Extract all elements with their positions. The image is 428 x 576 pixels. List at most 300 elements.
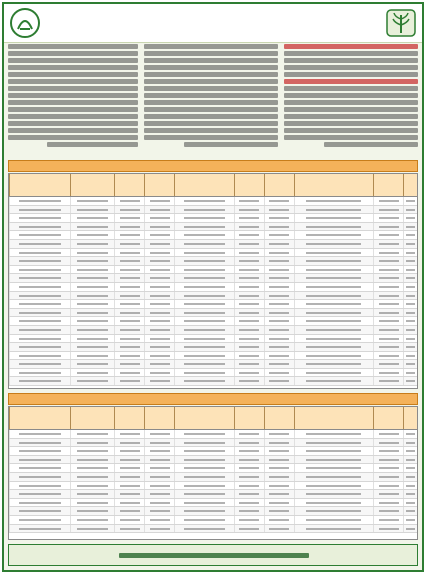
table-cell: [9, 464, 70, 472]
table-cell: [9, 473, 70, 481]
table-cell: [264, 507, 294, 515]
table-row: [9, 335, 417, 344]
table-cell: [114, 482, 144, 490]
table-cell: [234, 206, 264, 214]
table-cell: [144, 326, 174, 334]
table-cell: [174, 507, 234, 515]
table-cell: [114, 300, 144, 308]
table-cell: [264, 456, 294, 464]
table-cell: [234, 292, 264, 300]
table-cell: [294, 292, 374, 300]
table-cell: [294, 490, 374, 498]
table-row: [9, 464, 417, 473]
table-cell: [114, 507, 144, 515]
table-cell: [114, 257, 144, 265]
table-row: [9, 214, 417, 223]
table-cell: [70, 257, 115, 265]
table-cell: [373, 309, 403, 317]
table-cell: [114, 490, 144, 498]
table-cell: [174, 377, 234, 385]
table-cell: [264, 309, 294, 317]
table-cell: [9, 352, 70, 360]
table-cell: [234, 464, 264, 472]
table-cell: [373, 377, 403, 385]
table-cell: [70, 525, 115, 533]
table-cell: [264, 516, 294, 524]
section-title-non-residential: [8, 393, 418, 405]
table-cell: [144, 283, 174, 291]
table-row: [9, 223, 417, 232]
table-cell: [234, 223, 264, 231]
table-cell: [264, 447, 294, 455]
table-cell: [70, 473, 115, 481]
table-cell: [9, 499, 70, 507]
table-cell: [174, 292, 234, 300]
table-cell: [114, 240, 144, 248]
table-row: [9, 447, 417, 456]
table-cell: [9, 456, 70, 464]
table-cell: [9, 231, 70, 239]
table-cell: [403, 214, 417, 222]
table-cell: [144, 274, 174, 282]
table-cell: [373, 335, 403, 343]
table-cell: [174, 266, 234, 274]
table-cell: [174, 309, 234, 317]
table-cell: [403, 352, 417, 360]
table-cell: [403, 309, 417, 317]
table-cell: [114, 223, 144, 231]
table-cell: [294, 309, 374, 317]
table-row: [9, 482, 417, 491]
table-cell: [264, 482, 294, 490]
table-cell: [144, 223, 174, 231]
intro-text-middle-column: [144, 44, 278, 156]
table-cell: [264, 197, 294, 205]
table-cell: [373, 283, 403, 291]
table-cell: [9, 447, 70, 455]
table-cell: [373, 369, 403, 377]
table-cell: [70, 214, 115, 222]
table-cell: [264, 439, 294, 447]
table-cell: [234, 309, 264, 317]
table-cell: [70, 507, 115, 515]
section-title-residential-commercial: [8, 160, 418, 172]
table-cell: [144, 456, 174, 464]
table-cell: [403, 464, 417, 472]
table-cell: [403, 257, 417, 265]
table-cell: [403, 507, 417, 515]
table-cell: [234, 214, 264, 222]
table-cell: [264, 249, 294, 257]
table-cell: [9, 326, 70, 334]
table-cell: [144, 482, 174, 490]
table-cell: [264, 300, 294, 308]
table-cell: [403, 249, 417, 257]
table-cell: [9, 377, 70, 385]
table-cell: [373, 231, 403, 239]
table-cell: [9, 343, 70, 351]
table-cell: [174, 326, 234, 334]
table-cell: [144, 369, 174, 377]
table-cell: [144, 447, 174, 455]
table-cell: [294, 369, 374, 377]
table-cell: [114, 369, 144, 377]
table-row: [9, 352, 417, 361]
table-row: [9, 317, 417, 326]
table-cell: [70, 240, 115, 248]
table-cell: [234, 240, 264, 248]
table-cell: [70, 516, 115, 524]
table-cell: [264, 317, 294, 325]
table-cell: [70, 223, 115, 231]
table-cell: [403, 456, 417, 464]
table-row: [9, 197, 417, 206]
table-cell: [70, 360, 115, 368]
table-cell: [70, 482, 115, 490]
table-cell: [114, 464, 144, 472]
table-cell: [9, 274, 70, 282]
table-cell: [9, 360, 70, 368]
table-cell: [294, 343, 374, 351]
table-cell: [294, 482, 374, 490]
table-cell: [234, 257, 264, 265]
table-cell: [234, 507, 264, 515]
table-cell: [403, 516, 417, 524]
table-cell: [373, 499, 403, 507]
table-cell: [70, 464, 115, 472]
table-cell: [264, 369, 294, 377]
table-cell: [234, 516, 264, 524]
table-row: [9, 499, 417, 508]
table-cell: [264, 214, 294, 222]
table-cell: [174, 490, 234, 498]
table-cell: [234, 343, 264, 351]
table-cell: [144, 499, 174, 507]
table-cell: [144, 214, 174, 222]
wheat-leaf-emblem-icon: [384, 7, 418, 39]
table-cell: [264, 360, 294, 368]
table-cell: [403, 326, 417, 334]
table-cell: [70, 352, 115, 360]
table-cell: [373, 490, 403, 498]
table-cell: [234, 525, 264, 533]
table-cell: [114, 439, 144, 447]
table-cell: [9, 482, 70, 490]
table-cell: [70, 283, 115, 291]
table-cell: [9, 507, 70, 515]
table-cell: [144, 352, 174, 360]
table-cell: [373, 266, 403, 274]
table-cell: [373, 223, 403, 231]
table-row: [9, 369, 417, 378]
table-cell: [174, 197, 234, 205]
table-cell: [70, 499, 115, 507]
table-cell: [9, 525, 70, 533]
table-cell: [114, 525, 144, 533]
table-cell: [294, 266, 374, 274]
table-cell: [234, 490, 264, 498]
table-cell: [264, 231, 294, 239]
table-cell: [9, 249, 70, 257]
table-row: [9, 326, 417, 335]
table-cell: [174, 240, 234, 248]
table-cell: [70, 231, 115, 239]
table-cell: [9, 292, 70, 300]
table-cell: [294, 214, 374, 222]
table-cell: [114, 360, 144, 368]
table-cell: [9, 369, 70, 377]
table-cell: [294, 197, 374, 205]
table-cell: [234, 499, 264, 507]
table-cell: [174, 343, 234, 351]
table-cell: [403, 473, 417, 481]
table-row: [9, 300, 417, 309]
table-cell: [174, 300, 234, 308]
table-cell: [264, 464, 294, 472]
notice-footer: [8, 544, 418, 566]
table-cell: [144, 360, 174, 368]
table-cell: [70, 274, 115, 282]
table-cell: [234, 197, 264, 205]
table-cell: [70, 197, 115, 205]
table-cell: [144, 473, 174, 481]
table-cell: [174, 456, 234, 464]
table-cell: [144, 439, 174, 447]
table-cell: [114, 343, 144, 351]
table-cell: [294, 249, 374, 257]
table-header: [9, 407, 417, 430]
table-cell: [294, 206, 374, 214]
table-cell: [373, 507, 403, 515]
table-cell: [174, 214, 234, 222]
table-cell: [174, 257, 234, 265]
table-cell: [373, 343, 403, 351]
table-cell: [144, 516, 174, 524]
table-cell: [114, 197, 144, 205]
table-cell: [403, 335, 417, 343]
table-cell: [373, 352, 403, 360]
table-cell: [234, 439, 264, 447]
table-cell: [373, 240, 403, 248]
table-cell: [9, 266, 70, 274]
table-cell: [144, 231, 174, 239]
table-cell: [144, 292, 174, 300]
table-cell: [264, 499, 294, 507]
table-cell: [114, 249, 144, 257]
table-cell: [294, 456, 374, 464]
table-cell: [9, 214, 70, 222]
table-cell: [403, 317, 417, 325]
table-cell: [234, 352, 264, 360]
table-cell: [9, 430, 70, 438]
table-cell: [9, 317, 70, 325]
table-header: [9, 174, 417, 197]
table-cell: [114, 352, 144, 360]
table-cell: [373, 360, 403, 368]
table-cell: [373, 525, 403, 533]
table-row: [9, 343, 417, 352]
table-cell: [403, 223, 417, 231]
table-cell: [264, 292, 294, 300]
table-row: [9, 473, 417, 482]
table-cell: [234, 317, 264, 325]
intro-text-right-column: [284, 44, 418, 156]
table-cell: [294, 231, 374, 239]
table-cell: [70, 249, 115, 257]
table-cell: [264, 326, 294, 334]
table-cell: [234, 377, 264, 385]
table-row: [9, 292, 417, 301]
table-cell: [373, 516, 403, 524]
table-row: [9, 377, 417, 386]
table-cell: [174, 223, 234, 231]
table-cell: [114, 231, 144, 239]
table-row: [9, 231, 417, 240]
table-cell: [403, 447, 417, 455]
table-cell: [70, 343, 115, 351]
table-cell: [234, 369, 264, 377]
table-cell: [373, 249, 403, 257]
table-cell: [264, 377, 294, 385]
table-cell: [234, 482, 264, 490]
table-cell: [144, 377, 174, 385]
table-cell: [174, 525, 234, 533]
table-row: [9, 283, 417, 292]
table-cell: [144, 240, 174, 248]
table-row: [9, 249, 417, 258]
table-cell: [114, 335, 144, 343]
table-cell: [403, 274, 417, 282]
table-cell: [144, 206, 174, 214]
table-cell: [234, 430, 264, 438]
table-cell: [294, 317, 374, 325]
table-cell: [234, 266, 264, 274]
table-cell: [114, 430, 144, 438]
table-cell: [403, 240, 417, 248]
table-cell: [373, 274, 403, 282]
table-cell: [70, 335, 115, 343]
organization-emblem-icon: [8, 7, 42, 39]
table-cell: [9, 516, 70, 524]
table-cell: [264, 274, 294, 282]
table-cell: [144, 335, 174, 343]
table-cell: [373, 206, 403, 214]
table-cell: [373, 430, 403, 438]
table-cell: [403, 482, 417, 490]
table-cell: [9, 197, 70, 205]
table-cell: [144, 507, 174, 515]
table-cell: [114, 499, 144, 507]
table-cell: [174, 499, 234, 507]
table-cell: [264, 473, 294, 481]
table-cell: [144, 317, 174, 325]
table-cell: [234, 447, 264, 455]
table-cell: [144, 464, 174, 472]
table-row: [9, 516, 417, 525]
table-cell: [144, 343, 174, 351]
table-cell: [234, 360, 264, 368]
table-cell: [294, 240, 374, 248]
table-cell: [403, 369, 417, 377]
table-cell: [264, 223, 294, 231]
table-row: [9, 274, 417, 283]
table-cell: [9, 206, 70, 214]
table-cell: [294, 360, 374, 368]
table-cell: [114, 377, 144, 385]
table-cell: [403, 360, 417, 368]
table-cell: [174, 482, 234, 490]
table-row: [9, 439, 417, 448]
table-cell: [70, 300, 115, 308]
table-cell: [174, 206, 234, 214]
table-cell: [264, 352, 294, 360]
table-cell: [234, 231, 264, 239]
table-cell: [174, 464, 234, 472]
table-cell: [234, 300, 264, 308]
table-cell: [264, 335, 294, 343]
table-cell: [264, 257, 294, 265]
table-cell: [294, 430, 374, 438]
table-cell: [234, 326, 264, 334]
table-body: [9, 430, 417, 533]
table-cell: [373, 197, 403, 205]
table-row: [9, 360, 417, 369]
table-row: [9, 507, 417, 516]
table-cell: [70, 377, 115, 385]
table-cell: [144, 309, 174, 317]
table-cell: [70, 456, 115, 464]
table-cell: [70, 369, 115, 377]
table-cell: [9, 223, 70, 231]
table-cell: [373, 317, 403, 325]
table-cell: [403, 439, 417, 447]
table-cell: [174, 430, 234, 438]
table-cell: [264, 266, 294, 274]
table-cell: [294, 439, 374, 447]
table-cell: [114, 447, 144, 455]
table-cell: [174, 447, 234, 455]
table-cell: [114, 309, 144, 317]
table-cell: [234, 274, 264, 282]
table-cell: [294, 464, 374, 472]
intro-text-left-column: [8, 44, 138, 156]
table-cell: [373, 214, 403, 222]
table-cell: [174, 317, 234, 325]
table-cell: [174, 439, 234, 447]
table-cell: [294, 274, 374, 282]
table-cell: [403, 343, 417, 351]
footer-text: [89, 549, 339, 561]
table-cell: [144, 266, 174, 274]
table-cell: [373, 257, 403, 265]
table-cell: [114, 283, 144, 291]
table-cell: [114, 473, 144, 481]
table-cell: [174, 335, 234, 343]
table-cell: [403, 206, 417, 214]
table-cell: [174, 249, 234, 257]
table-cell: [174, 360, 234, 368]
table-cell: [144, 490, 174, 498]
table-cell: [234, 249, 264, 257]
table-cell: [403, 377, 417, 385]
table-cell: [234, 473, 264, 481]
table-row: [9, 309, 417, 318]
table-cell: [174, 369, 234, 377]
table-cell: [294, 516, 374, 524]
table-cell: [114, 292, 144, 300]
table-cell: [70, 292, 115, 300]
table-cell: [174, 274, 234, 282]
